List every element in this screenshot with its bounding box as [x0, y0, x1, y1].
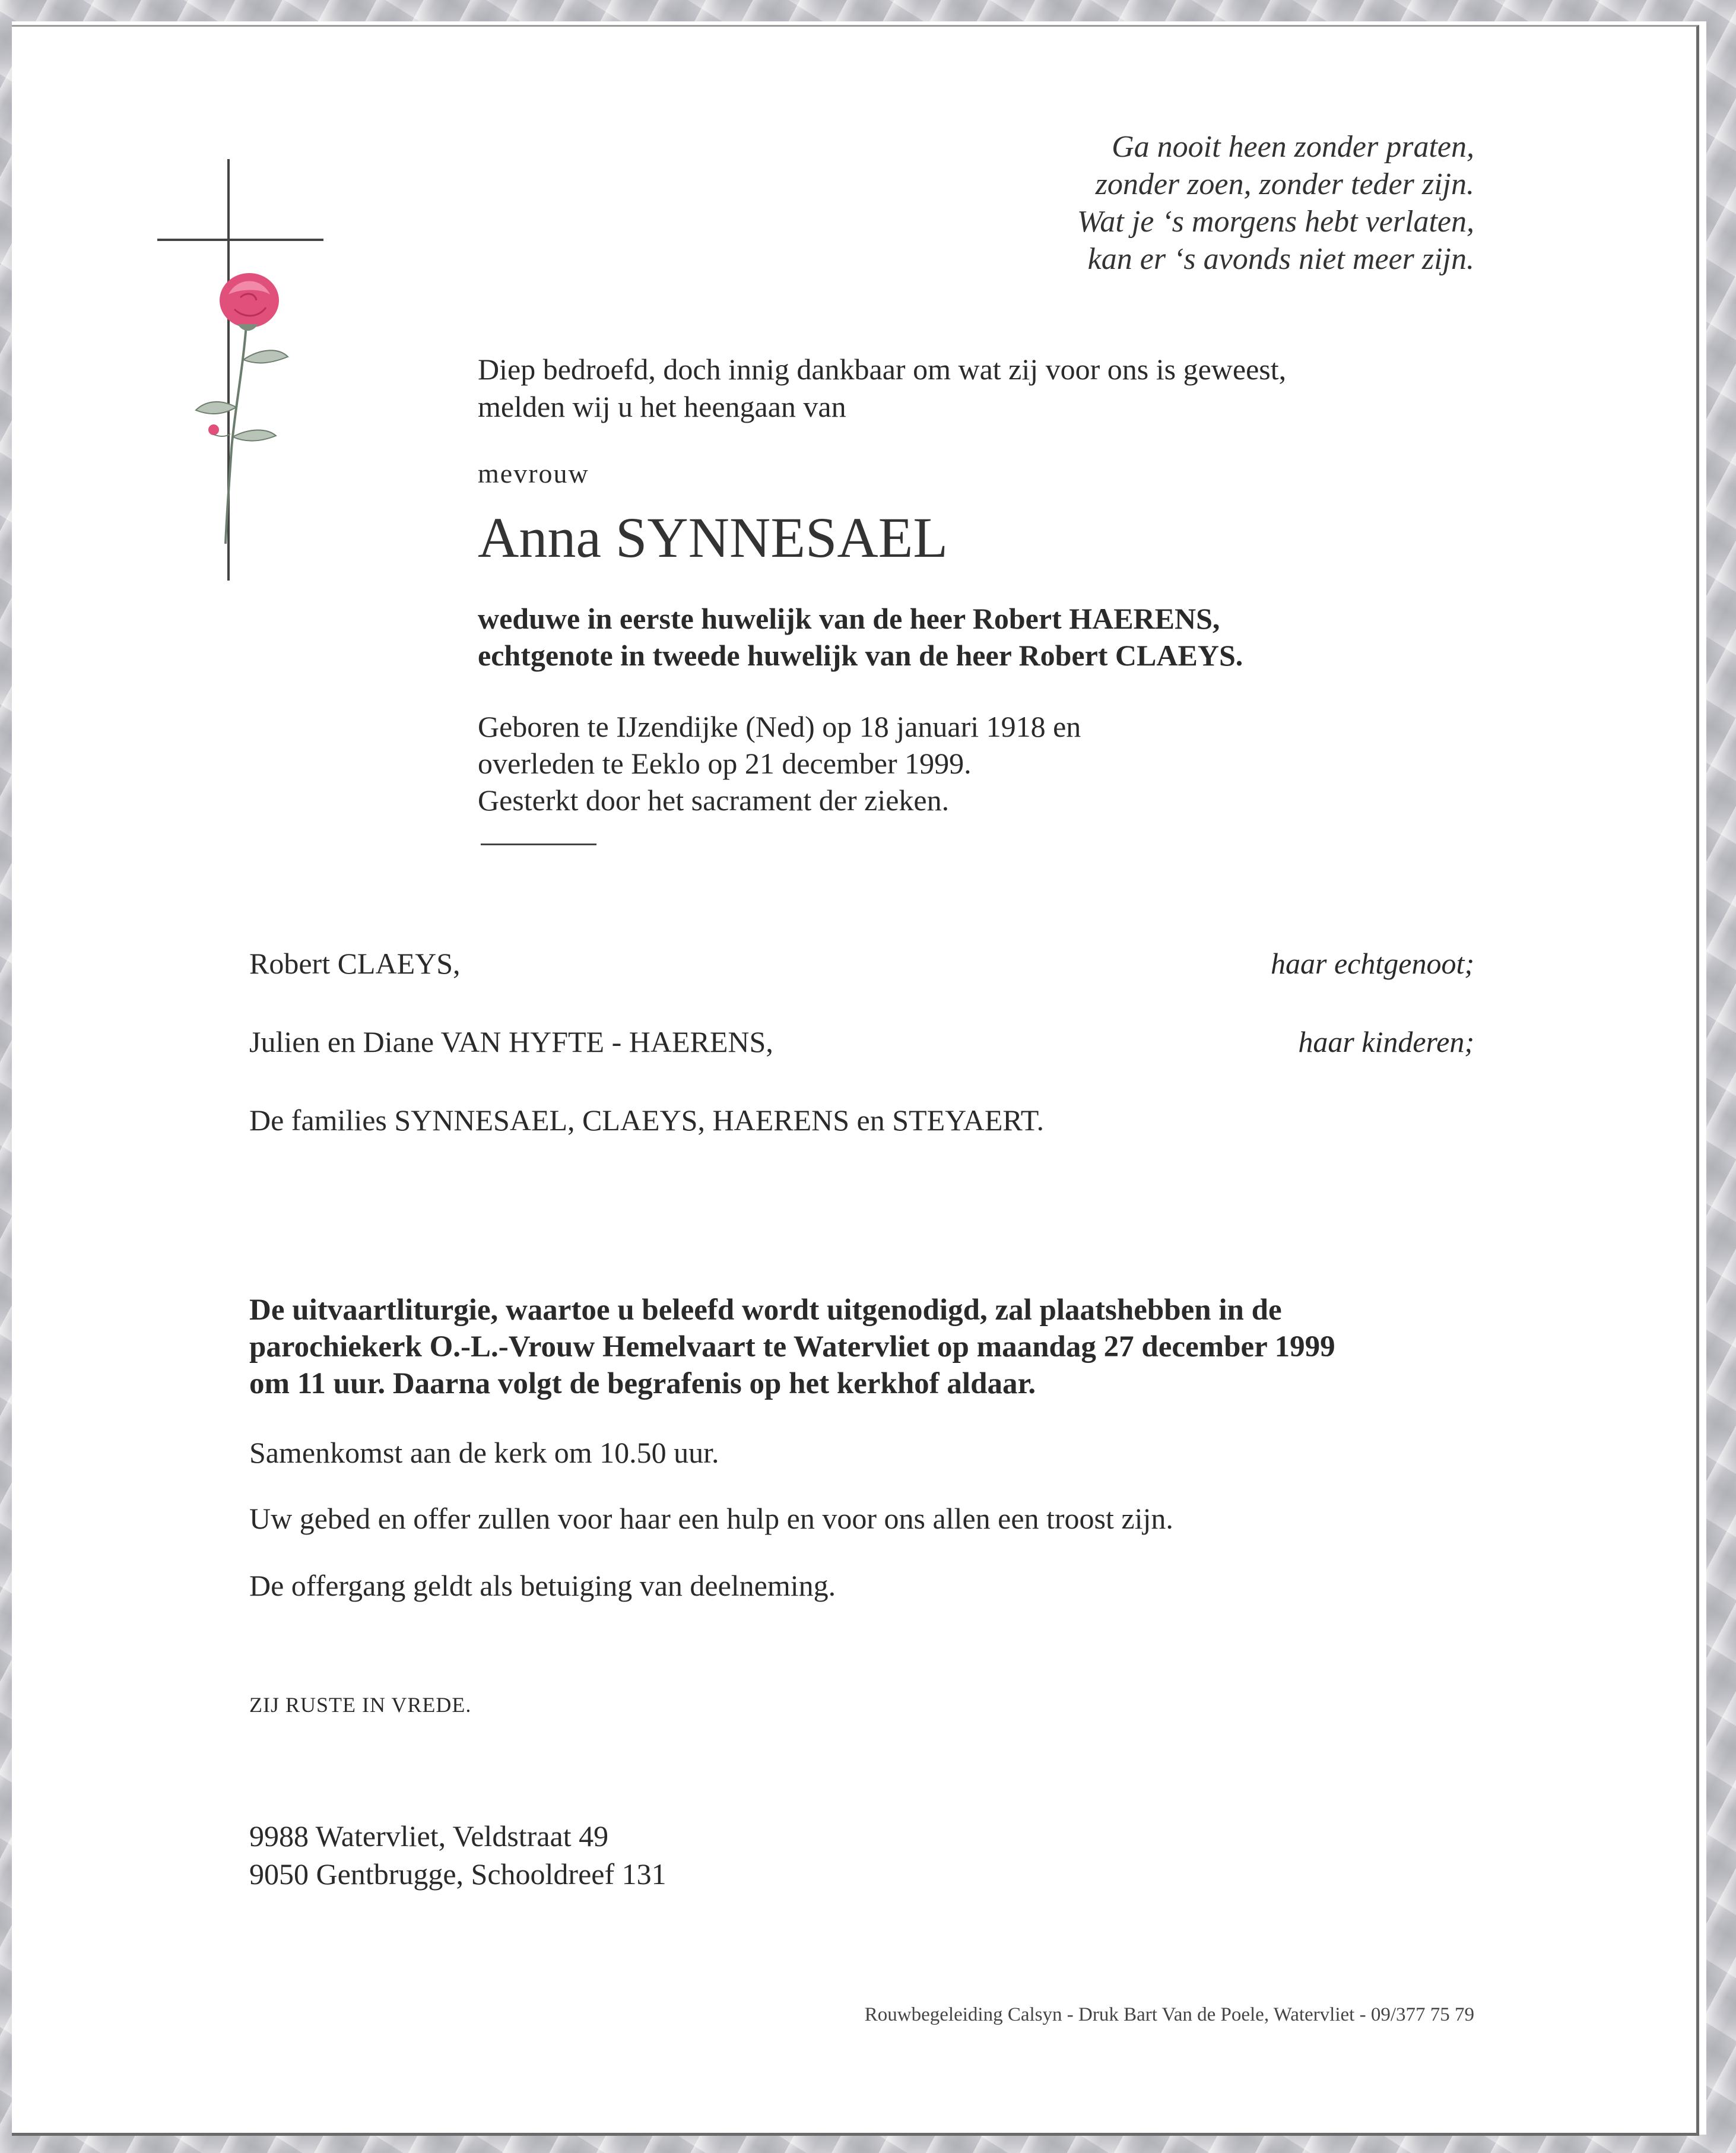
family-relation: haar echtgenoot;: [1271, 947, 1474, 980]
addresses: [249, 1817, 667, 1893]
funeral-line: om 11 uur. Daarna volgt de begrafenis op het kerkhof aldaar.: [249, 1367, 1036, 1400]
funeral-info: [249, 1292, 1335, 1402]
funeral-line: De uitvaartliturgie, waartoe u beleefd wordt uitgenodigd, zal plaatshebben in de: [249, 1293, 1282, 1327]
cross-bar: [157, 239, 323, 241]
address-line: 9988 Watervliet, Veldstraat 49: [249, 1819, 609, 1853]
intro-text: [478, 351, 1286, 426]
rose-icon: [190, 259, 297, 567]
intro-line: Diep bedroefd, doch innig dankbaar om wat zij voor ons is geweest,: [478, 353, 1287, 386]
address-line: 9050 Gentbrugge, Schooldreef 131: [249, 1857, 667, 1891]
prayer-text: Uw gebed en offer zullen voor haar een hulp en voor ons allen een troost zijn.: [249, 1502, 1173, 1535]
poem: [1077, 128, 1474, 278]
funeral-line: parochiekerk O.-L.-Vrouw Hemelvaart te Watervliet op maandag 27 december 1999: [249, 1330, 1335, 1364]
meeting-info: Samenkomst aan de kerk om 10.50 uur.: [249, 1436, 719, 1469]
life-dates: [478, 708, 1081, 819]
family-names: Julien en Diane VAN HYFTE - HAERENS,: [249, 1025, 773, 1058]
intro-line: melden wij u het heengaan van: [478, 390, 846, 423]
poem-line: zonder zoen, zonder teder zijn.: [1095, 167, 1474, 201]
deceased-name: Anna SYNNESAEL: [478, 506, 948, 569]
family-names: Robert CLAEYS,: [249, 947, 461, 980]
poem-line: kan er ‘s avonds niet meer zijn.: [1087, 242, 1474, 276]
divider: [481, 844, 596, 845]
life-line: overleden te Eeklo op 21 december 1999.: [478, 747, 972, 780]
marriage-line: weduwe in eerste huwelijk van de heer Robert HAERENS,: [478, 602, 1220, 635]
honorific: mevrouw: [478, 458, 589, 489]
poem-line: Ga nooit heen zonder praten,: [1112, 130, 1474, 164]
printer-credit: Rouwbegeleiding Calsyn - Druk Bart Van de Poele, Watervliet - 09/377 75 79: [864, 2004, 1474, 2025]
rest-in-peace: ZIJ RUSTE IN VREDE.: [249, 1693, 472, 1717]
life-line: Gesterkt door het sacrament der zieken.: [478, 784, 950, 817]
family-relation: haar kinderen;: [1298, 1025, 1474, 1058]
marriage-line: echtgenote in tweede huwelijk van de heer Robert CLAEYS.: [478, 639, 1243, 672]
marriage-info: [478, 600, 1243, 674]
offering-text: De offergang geldt als betuiging van deelneming.: [249, 1569, 836, 1602]
life-line: Geboren te IJzendijke (Ned) op 18 januari 1918 en: [478, 710, 1081, 743]
family-names: De families SYNNESAEL, CLAEYS, HAERENS en STEYAERT.: [249, 1104, 1045, 1137]
poem-line: Wat je ‘s morgens hebt verlaten,: [1077, 205, 1474, 239]
obituary-card: [12, 21, 1706, 2135]
